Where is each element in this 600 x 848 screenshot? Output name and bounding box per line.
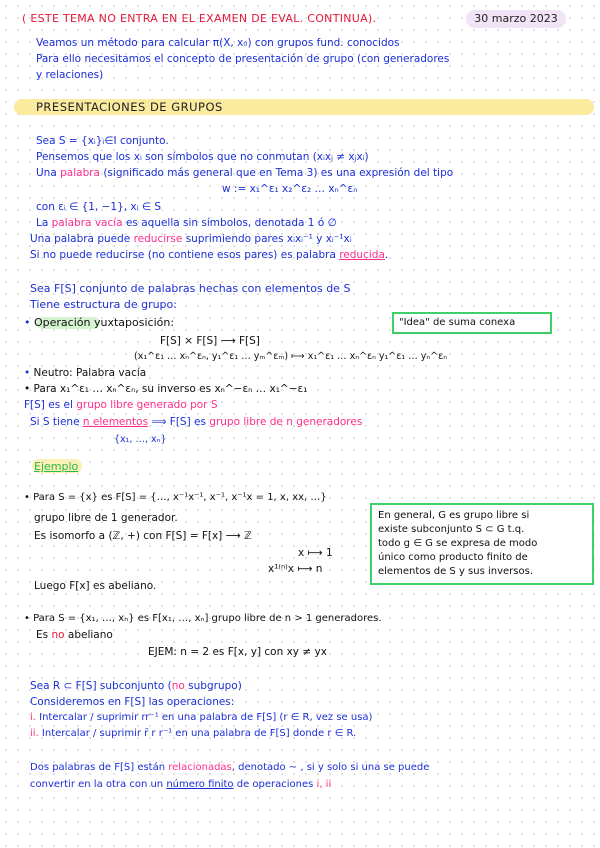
rel-line-4-start: convertir en la otra con un xyxy=(30,779,167,790)
op-line xyxy=(24,316,174,330)
rel-line-1 xyxy=(30,679,242,693)
def-line-6 xyxy=(30,232,352,246)
ejemplo-title: Ejemplo xyxy=(34,460,79,473)
ex-line-8-end: abeliano xyxy=(64,629,113,641)
term-palabra: palabra xyxy=(60,167,100,179)
term-reducida: reducida xyxy=(339,249,385,261)
term-no: no xyxy=(51,629,65,641)
rel-line-4-middle: de operaciones xyxy=(233,779,317,790)
si-middle: ⟹ F[S] es xyxy=(148,416,210,428)
term-grupo-libre: grupo libre generado por S xyxy=(76,399,218,411)
ex-line-7: • Para S = {x₁, …, xₙ} es F[x₁, …, xₙ] grupo libre de n > 1 generadores. xyxy=(24,613,382,624)
intro-line-2: Para ello necesitamos el concepto de presentación de grupo (con generadores xyxy=(36,53,450,65)
def-line-3-end: (significado más general que en Tema 3) es una expresión del tipo xyxy=(100,167,454,179)
ex-line-8-start: Es xyxy=(36,629,52,641)
rel-line-3 xyxy=(30,761,429,775)
rel-line-1-start: Sea R ⊂ F[S] subconjunto ( xyxy=(30,680,172,692)
grupo-libre-line xyxy=(24,398,218,412)
si-start: Si S tiene xyxy=(30,416,83,428)
general-box-line-2: existe subconjunto S ⊂ G t.q. xyxy=(378,524,525,535)
ex-line-1: • Para S = {x} es F[S] = {…, x⁻¹x⁻¹, x⁻¹, x⁻¹x = 1, x, xx, …} xyxy=(24,492,327,503)
op-ii-number: ii. xyxy=(30,728,39,739)
term-reducirse: reducirse xyxy=(133,233,183,245)
def-line-7 xyxy=(30,248,388,262)
word-formula: w := x₁^ε₁ x₂^ε₂ … xₙ^εₙ xyxy=(222,183,358,195)
term-operacion: Operación xyxy=(34,316,91,329)
def-line-4: con εᵢ ∈ {1, −1}, xᵢ ∈ S xyxy=(36,201,162,213)
rel-line-1-end: subgrupo) xyxy=(184,680,242,692)
term-no-subgrupo: no xyxy=(171,680,185,692)
rel-line-3-end: , denotado ∼ , si y solo si una se puede xyxy=(231,762,430,773)
def-line-1: Sea S = {xᵢ}ᵢ∈I conjunto. xyxy=(36,135,169,147)
op-i-number: i. xyxy=(30,712,36,723)
general-box-line-3: todo g ∈ G se expresa de modo xyxy=(378,538,538,549)
ops-i-ii: i, ii xyxy=(316,779,332,790)
def-line-7-start: Si no puede reducirse (no contiene esos pares) es palabra xyxy=(30,249,340,261)
ex-line-3: Es isomorfo a (ℤ, +) con F[S] = F[x] ⟶ ℤ xyxy=(34,530,252,542)
inverse-line: • Para x₁^ε₁ … xₙ^εₙ, su inverso es xₙ^−εₙ … x₁^−ε₁ xyxy=(24,383,308,395)
rel-op-i xyxy=(30,711,372,725)
term-neutro: Neutro xyxy=(33,367,70,379)
term-grupo-libre-n: grupo libre de n generadores xyxy=(209,416,363,428)
section-title: PRESENTACIONES DE GRUPOS xyxy=(36,100,223,114)
general-box-line-4: único como producto finito de xyxy=(378,552,528,563)
ex-line-6: Luego F[x] es abeliano. xyxy=(34,580,157,592)
ex-line-5: x¹⁽ⁿ⁾x ⟼ n xyxy=(268,563,323,575)
rel-line-2: Consideremos en F[S] las operaciones: xyxy=(30,696,235,708)
def-line-2: Pensemos que los xᵢ son símbolos que no conmutan (xᵢxⱼ ≠ xⱼxᵢ) xyxy=(36,151,369,163)
neutro-bullet: • xyxy=(24,367,34,379)
def-line-5-start: La xyxy=(36,217,52,229)
rel-line-4 xyxy=(30,778,331,792)
free-line-2: Tiene estructura de grupo: xyxy=(30,298,177,311)
def-line-6-start: Una palabra puede xyxy=(30,233,134,245)
term-numero-finito: número finito xyxy=(166,779,234,790)
op-map: F[S] × F[S] ⟶ F[S] xyxy=(160,335,260,347)
neutro-line xyxy=(24,366,146,380)
grupo-libre-start: F[S] es el xyxy=(24,399,77,411)
ex-line-2: grupo libre de 1 generador. xyxy=(34,512,178,524)
op-elements: (x₁^ε₁ … xₙ^εₙ, y₁^ε₁ … yₘ^εₘ) ⟼ x₁^ε₁ … xₙ^εₙ y₁^ε₁ … yₙ^εₙ xyxy=(134,351,448,362)
intro-line-3: y relaciones) xyxy=(36,69,104,81)
def-line-5 xyxy=(36,216,337,230)
def-line-3 xyxy=(36,166,453,180)
banner-note: ( ESTE TEMA NO ENTRA EN EL EXAMEN DE EVAL. CONTINUA). xyxy=(22,12,377,25)
general-box xyxy=(370,503,594,585)
op-rest: yuxtaposición: xyxy=(90,316,175,329)
def-line-5-end: es aquella sin símbolos, denotada 1 ó ∅ xyxy=(122,217,337,229)
op-i-text: Intercalar / suprimir rr⁻¹ en una palabra de F[S] (r ∈ R, vez se usa) xyxy=(35,712,373,723)
general-box-line-1: En general, G es grupo libre si xyxy=(378,510,530,521)
generator-set: {x₁, …, xₙ} xyxy=(114,434,167,445)
intro-line-1: Veamos un método para calcular π(X, x₀) con grupos fund. conocidos xyxy=(36,37,400,49)
ex-line-8 xyxy=(36,628,113,642)
def-line-6-end: suprimiendo pares xᵢxᵢ⁻¹ y xᵢ⁻¹xᵢ xyxy=(182,233,352,245)
general-box-line-5: elementos de S y sus inversos. xyxy=(378,566,533,577)
term-palabra-vacia: palabra vacía xyxy=(51,217,123,229)
free-line-1: Sea F[S] conjunto de palabras hechas con elementos de S xyxy=(30,282,351,295)
ex-line-4: x ⟼ 1 xyxy=(298,547,333,559)
rel-line-3-start: Dos palabras de F[S] están xyxy=(30,762,169,773)
date-badge: 30 marzo 2023 xyxy=(466,10,566,28)
term-relacionadas: relacionadas xyxy=(168,762,232,773)
op-bullet: • xyxy=(24,316,34,329)
rel-op-ii xyxy=(30,727,356,741)
def-line-7-end: . xyxy=(384,249,389,261)
term-n-elementos: n elementos xyxy=(82,416,149,428)
si-line xyxy=(30,415,362,429)
op-ii-text: Intercalar / suprimir r̄ r r⁻¹ en una palabra de F[S] donde r ∈ R. xyxy=(38,728,357,739)
idea-box: "Idea" de suma conexa xyxy=(392,312,552,334)
ex-line-9: EJEM: n = 2 es F[x, y] con xy ≠ yx xyxy=(148,646,327,658)
def-line-3-start: Una xyxy=(36,167,61,179)
neutro-rest: : Palabra vacía xyxy=(69,367,147,379)
